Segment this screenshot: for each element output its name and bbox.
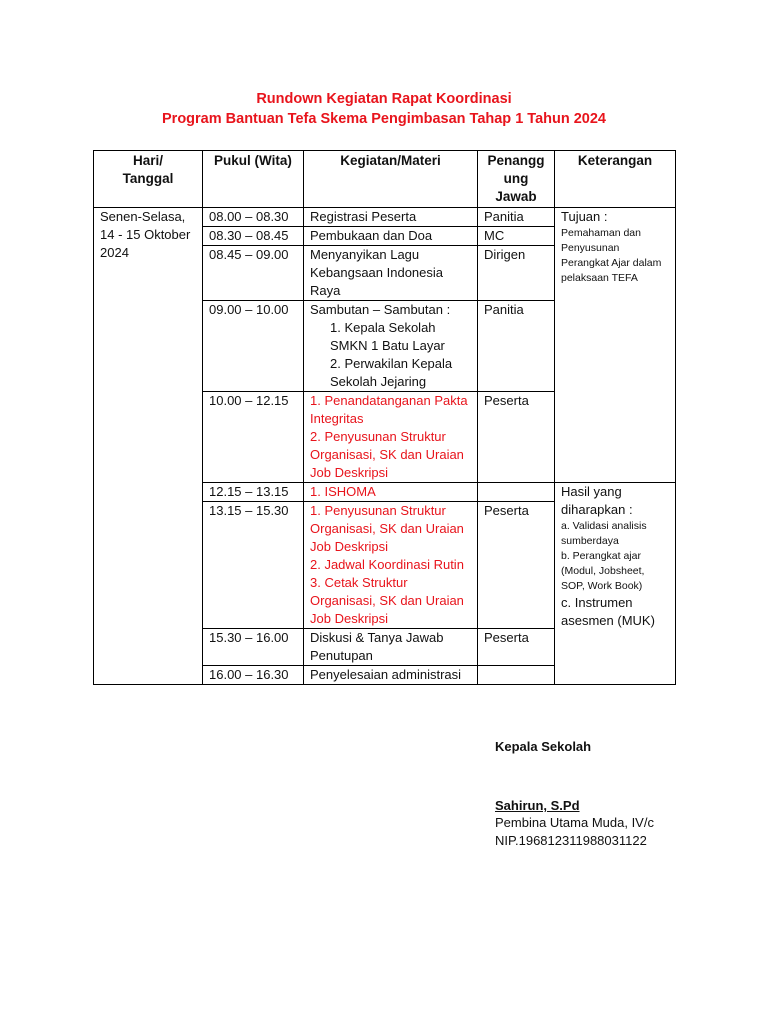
document-subtitle: Program Bantuan Tefa Skema Pengimbasan Tahap 1 Tahun 2024 [162, 111, 606, 127]
time-cell: 16.00 – 16.30 [203, 666, 304, 685]
pj-cell: MC [478, 227, 555, 246]
date-cell: Senen-Selasa, 14 - 15 Oktober 2024 [94, 208, 203, 685]
pj-cell: Dirigen [478, 246, 555, 301]
time-cell: 08.00 – 08.30 [203, 208, 304, 227]
header-pj: Penangg ung Jawab [478, 151, 555, 208]
list-item: 1. Penyusunan Struktur Organisasi, SK dan Uraian Job Deskripsi [310, 503, 464, 554]
list-item: 1. Kepala Sekolah SMKN 1 Batu Layar [330, 320, 445, 353]
activity-cell: Pembukaan dan Doa [304, 227, 478, 246]
pj-cell: Peserta [478, 392, 555, 483]
time-cell: 08.45 – 09.00 [203, 246, 304, 301]
pj-cell: Panitia [478, 301, 555, 392]
hasil-item: a. Validasi analisis sumberdaya [561, 520, 647, 547]
pj-cell: Peserta [478, 629, 555, 666]
header-keterangan: Keterangan [555, 151, 676, 208]
activity-cell: Penyelesaian administrasi [304, 666, 478, 685]
table-header-row [94, 151, 676, 208]
hasil-item: b. Perangkat ajar (Modul, Jobsheet, SOP, Work Book) [561, 550, 645, 592]
activity-cell: Registrasi Peserta [304, 208, 478, 227]
table-row [94, 208, 676, 227]
list-item: 1. Penandatanganan Pakta Integritas [310, 393, 468, 426]
pj-cell: Peserta [478, 502, 555, 629]
rundown-table [93, 150, 676, 685]
activity-cell [304, 392, 478, 483]
keterangan-hasil [555, 483, 676, 685]
header-kegiatan: Kegiatan/Materi [304, 151, 478, 208]
list-item: 2. Penyusunan Struktur Organisasi, SK dan Uraian Job Deskripsi [310, 429, 464, 480]
time-cell: 09.00 – 10.00 [203, 301, 304, 392]
keterangan-tujuan [555, 208, 676, 483]
activity-heading: Sambutan – Sambutan : [310, 302, 451, 317]
time-cell: 13.15 – 15.30 [203, 502, 304, 629]
signature-role: Kepala Sekolah [495, 739, 592, 754]
pj-cell [478, 666, 555, 685]
hasil-item: c. Instrumen asesmen (MUK) [561, 595, 655, 628]
time-cell: 15.30 – 16.00 [203, 629, 304, 666]
list-item: 2. Jadwal Koordinasi Rutin [310, 557, 464, 572]
time-cell: 10.00 – 12.15 [203, 392, 304, 483]
signature-name: Sahirun, S.Pd [495, 798, 580, 813]
header-pukul: Pukul (Wita) [203, 151, 304, 208]
activity-cell: Menyanyikan Lagu Kebangsaan Indonesia Raya [304, 246, 478, 301]
activity-cell [304, 502, 478, 629]
activity-cell: Diskusi & Tanya Jawab Penutupan [304, 629, 478, 666]
time-cell: 12.15 – 13.15 [203, 483, 304, 502]
document-title: Rundown Kegiatan Rapat Koordinasi [256, 91, 512, 107]
list-item: 3. Cetak Struktur Organisasi, SK dan Uraian Job Deskripsi [310, 575, 464, 626]
activity-cell: 1. ISHOMA [304, 483, 478, 502]
time-cell: 08.30 – 08.45 [203, 227, 304, 246]
hasil-label: Hasil yang diharapkan : [561, 484, 633, 517]
pj-cell [478, 483, 555, 502]
pj-cell: Panitia [478, 208, 555, 227]
tujuan-text: Pemahaman dan Penyusunan Perangkat Ajar dalam pelaksaan TEFA [561, 227, 662, 284]
signature-rank: Pembina Utama Muda, IV/c [495, 815, 654, 830]
header-hari: Hari/ Tanggal [94, 151, 203, 208]
activity-cell [304, 301, 478, 392]
list-item: 2. Perwakilan Kepala Sekolah Jejaring [330, 356, 453, 389]
tujuan-label: Tujuan : [561, 209, 608, 224]
signature-nip: NIP.196812311988031122 [495, 833, 647, 848]
